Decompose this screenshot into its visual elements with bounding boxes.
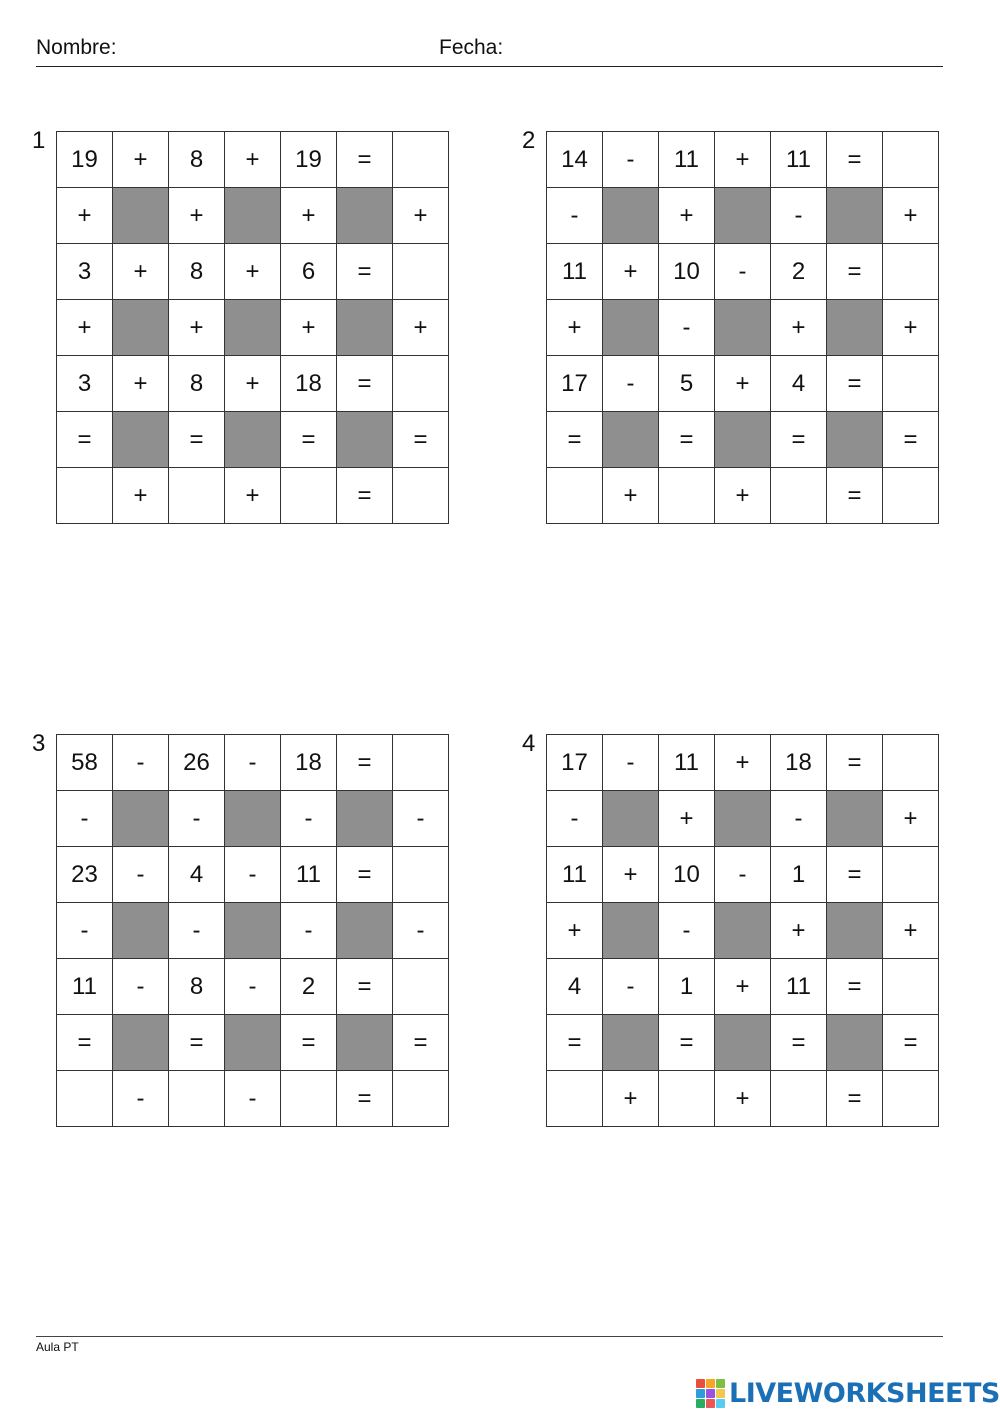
number-cell: 1 bbox=[659, 959, 715, 1015]
operator-cell: + bbox=[883, 903, 939, 959]
shaded-cell bbox=[603, 300, 659, 356]
operator-cell: + bbox=[603, 244, 659, 300]
operator-cell: = bbox=[827, 847, 883, 903]
operator-cell: + bbox=[603, 847, 659, 903]
operator-cell: + bbox=[113, 468, 169, 524]
puzzle-2 bbox=[522, 127, 939, 524]
operator-cell: = bbox=[281, 1015, 337, 1071]
operator-cell: + bbox=[659, 188, 715, 244]
number-cell: 14 bbox=[547, 132, 603, 188]
answer-cell[interactable] bbox=[169, 1071, 225, 1127]
shaded-cell bbox=[827, 412, 883, 468]
grid-row bbox=[57, 244, 449, 300]
liveworksheets-brand[interactable] bbox=[696, 1377, 1000, 1409]
answer-cell[interactable] bbox=[393, 959, 449, 1015]
operator-cell: + bbox=[715, 132, 771, 188]
number-cell: 26 bbox=[169, 735, 225, 791]
shaded-cell bbox=[113, 188, 169, 244]
operator-cell: - bbox=[113, 847, 169, 903]
liveworksheets-logo-icon bbox=[696, 1379, 725, 1408]
operator-cell: = bbox=[883, 412, 939, 468]
answer-cell[interactable] bbox=[883, 959, 939, 1015]
operator-cell: + bbox=[715, 959, 771, 1015]
shaded-cell bbox=[225, 412, 281, 468]
operator-cell: = bbox=[393, 412, 449, 468]
operator-cell: = bbox=[337, 847, 393, 903]
operator-cell: - bbox=[603, 735, 659, 791]
operator-cell: - bbox=[225, 735, 281, 791]
operator-cell: - bbox=[715, 244, 771, 300]
grid-row bbox=[57, 356, 449, 412]
grid-row bbox=[547, 356, 939, 412]
grid-row bbox=[57, 1015, 449, 1071]
operator-cell: = bbox=[827, 132, 883, 188]
answer-cell[interactable] bbox=[281, 1071, 337, 1127]
operator-cell: + bbox=[169, 188, 225, 244]
number-cell: 17 bbox=[547, 356, 603, 412]
logo-tile bbox=[716, 1389, 725, 1398]
operator-cell: + bbox=[113, 244, 169, 300]
operator-cell: + bbox=[225, 244, 281, 300]
answer-cell[interactable] bbox=[393, 356, 449, 412]
operator-cell: + bbox=[225, 132, 281, 188]
grid-row bbox=[547, 847, 939, 903]
number-cell: 19 bbox=[57, 132, 113, 188]
shaded-cell bbox=[827, 791, 883, 847]
shaded-cell bbox=[827, 903, 883, 959]
operator-cell: - bbox=[113, 959, 169, 1015]
puzzle-grid bbox=[56, 131, 449, 524]
answer-cell[interactable] bbox=[659, 468, 715, 524]
operator-cell: + bbox=[169, 300, 225, 356]
answer-cell[interactable] bbox=[883, 244, 939, 300]
logo-tile bbox=[706, 1379, 715, 1388]
shaded-cell bbox=[715, 791, 771, 847]
operator-cell: = bbox=[771, 412, 827, 468]
grid-row bbox=[547, 959, 939, 1015]
answer-cell[interactable] bbox=[883, 735, 939, 791]
number-cell: 10 bbox=[659, 244, 715, 300]
operator-cell: = bbox=[337, 959, 393, 1015]
answer-cell[interactable] bbox=[393, 847, 449, 903]
operator-cell: - bbox=[603, 356, 659, 412]
date-label: Fecha: bbox=[439, 36, 504, 59]
grid-row bbox=[547, 132, 939, 188]
operator-cell: = bbox=[337, 356, 393, 412]
answer-cell[interactable] bbox=[393, 244, 449, 300]
operator-cell: = bbox=[169, 412, 225, 468]
operator-cell: + bbox=[225, 468, 281, 524]
answer-cell[interactable] bbox=[883, 847, 939, 903]
number-cell: 11 bbox=[547, 244, 603, 300]
shaded-cell bbox=[715, 1015, 771, 1071]
operator-cell: = bbox=[337, 1071, 393, 1127]
number-cell: 6 bbox=[281, 244, 337, 300]
shaded-cell bbox=[113, 791, 169, 847]
puzzle-1 bbox=[32, 127, 449, 524]
operator-cell: - bbox=[169, 903, 225, 959]
number-cell: 18 bbox=[281, 356, 337, 412]
shaded-cell bbox=[337, 300, 393, 356]
operator-cell: - bbox=[659, 300, 715, 356]
number-cell: 3 bbox=[57, 244, 113, 300]
grid-row bbox=[547, 903, 939, 959]
shaded-cell bbox=[337, 791, 393, 847]
brand-text: LIVEWORKSHEETS bbox=[729, 1377, 1000, 1409]
operator-cell: = bbox=[659, 1015, 715, 1071]
operator-cell: + bbox=[603, 468, 659, 524]
puzzle-number: 3 bbox=[32, 730, 46, 757]
shaded-cell bbox=[603, 1015, 659, 1071]
answer-cell[interactable] bbox=[169, 468, 225, 524]
answer-cell[interactable] bbox=[659, 1071, 715, 1127]
operator-cell: - bbox=[603, 132, 659, 188]
answer-cell[interactable] bbox=[883, 132, 939, 188]
answer-cell[interactable] bbox=[393, 1071, 449, 1127]
shaded-cell bbox=[715, 300, 771, 356]
number-cell: 23 bbox=[57, 847, 113, 903]
shaded-cell bbox=[113, 903, 169, 959]
grid-row bbox=[547, 244, 939, 300]
operator-cell: + bbox=[715, 356, 771, 412]
operator-cell: - bbox=[771, 791, 827, 847]
operator-cell: - bbox=[225, 1071, 281, 1127]
number-cell: 11 bbox=[771, 132, 827, 188]
answer-cell[interactable] bbox=[393, 132, 449, 188]
answer-cell[interactable] bbox=[57, 1071, 113, 1127]
answer-cell[interactable] bbox=[547, 1071, 603, 1127]
operator-cell: = bbox=[659, 412, 715, 468]
logo-tile bbox=[706, 1389, 715, 1398]
logo-tile bbox=[716, 1379, 725, 1388]
operator-cell: + bbox=[393, 300, 449, 356]
operator-cell: + bbox=[393, 188, 449, 244]
shaded-cell bbox=[715, 412, 771, 468]
operator-cell: - bbox=[225, 847, 281, 903]
number-cell: 17 bbox=[547, 735, 603, 791]
operator-cell: = bbox=[827, 356, 883, 412]
puzzle-grid bbox=[56, 734, 449, 1127]
shaded-cell bbox=[603, 412, 659, 468]
shaded-cell bbox=[827, 1015, 883, 1071]
shaded-cell bbox=[225, 1015, 281, 1071]
number-cell: 4 bbox=[771, 356, 827, 412]
operator-cell: = bbox=[771, 1015, 827, 1071]
operator-cell: = bbox=[827, 735, 883, 791]
operator-cell: = bbox=[57, 1015, 113, 1071]
number-cell: 4 bbox=[169, 847, 225, 903]
header-rule bbox=[36, 66, 943, 67]
number-cell: 5 bbox=[659, 356, 715, 412]
grid-row bbox=[547, 468, 939, 524]
number-cell: 4 bbox=[547, 959, 603, 1015]
operator-cell: - bbox=[57, 903, 113, 959]
logo-tile bbox=[696, 1379, 705, 1388]
operator-cell: + bbox=[715, 468, 771, 524]
answer-cell[interactable] bbox=[771, 468, 827, 524]
logo-tile bbox=[716, 1399, 725, 1408]
grid-row bbox=[57, 468, 449, 524]
number-cell: 8 bbox=[169, 244, 225, 300]
number-cell: 1 bbox=[771, 847, 827, 903]
operator-cell: = bbox=[169, 1015, 225, 1071]
number-cell: 8 bbox=[169, 132, 225, 188]
operator-cell: = bbox=[281, 412, 337, 468]
operator-cell: + bbox=[883, 791, 939, 847]
operator-cell: = bbox=[827, 959, 883, 1015]
grid-row bbox=[57, 188, 449, 244]
answer-cell[interactable] bbox=[771, 1071, 827, 1127]
operator-cell: - bbox=[547, 791, 603, 847]
operator-cell: - bbox=[57, 791, 113, 847]
grid-row bbox=[57, 412, 449, 468]
answer-cell[interactable] bbox=[393, 468, 449, 524]
footer-rule bbox=[36, 1336, 943, 1337]
operator-cell: + bbox=[547, 300, 603, 356]
operator-cell: - bbox=[281, 903, 337, 959]
shaded-cell bbox=[337, 1015, 393, 1071]
operator-cell: = bbox=[883, 1015, 939, 1071]
puzzle-3 bbox=[32, 730, 449, 1127]
operator-cell: + bbox=[547, 903, 603, 959]
shaded-cell bbox=[715, 903, 771, 959]
shaded-cell bbox=[827, 188, 883, 244]
grid-row bbox=[57, 959, 449, 1015]
grid-row bbox=[547, 412, 939, 468]
operator-cell: + bbox=[715, 735, 771, 791]
answer-cell[interactable] bbox=[57, 468, 113, 524]
operator-cell: = bbox=[337, 468, 393, 524]
operator-cell: = bbox=[547, 1015, 603, 1071]
grid-row bbox=[547, 300, 939, 356]
answer-cell[interactable] bbox=[883, 468, 939, 524]
operator-cell: + bbox=[883, 188, 939, 244]
number-cell: 3 bbox=[57, 356, 113, 412]
grid-row bbox=[57, 132, 449, 188]
operator-cell: - bbox=[659, 903, 715, 959]
answer-cell[interactable] bbox=[883, 356, 939, 412]
shaded-cell bbox=[113, 300, 169, 356]
grid-row bbox=[57, 791, 449, 847]
puzzle-grid bbox=[546, 734, 939, 1127]
operator-cell: + bbox=[883, 300, 939, 356]
logo-tile bbox=[696, 1399, 705, 1408]
number-cell: 11 bbox=[771, 959, 827, 1015]
shaded-cell bbox=[113, 412, 169, 468]
operator-cell: + bbox=[57, 188, 113, 244]
operator-cell: - bbox=[169, 791, 225, 847]
operator-cell: + bbox=[771, 300, 827, 356]
logo-tile bbox=[696, 1389, 705, 1398]
number-cell: 19 bbox=[281, 132, 337, 188]
number-cell: 11 bbox=[659, 132, 715, 188]
number-cell: 8 bbox=[169, 356, 225, 412]
operator-cell: + bbox=[281, 300, 337, 356]
number-cell: 10 bbox=[659, 847, 715, 903]
operator-cell: + bbox=[113, 356, 169, 412]
operator-cell: = bbox=[337, 244, 393, 300]
shaded-cell bbox=[603, 791, 659, 847]
operator-cell: + bbox=[113, 132, 169, 188]
number-cell: 18 bbox=[281, 735, 337, 791]
shaded-cell bbox=[337, 903, 393, 959]
shaded-cell bbox=[337, 188, 393, 244]
operator-cell: = bbox=[827, 1071, 883, 1127]
answer-cell[interactable] bbox=[281, 468, 337, 524]
logo-tile bbox=[706, 1399, 715, 1408]
shaded-cell bbox=[337, 412, 393, 468]
answer-cell[interactable] bbox=[883, 1071, 939, 1127]
operator-cell: = bbox=[827, 244, 883, 300]
grid-row bbox=[57, 300, 449, 356]
shaded-cell bbox=[225, 188, 281, 244]
number-cell: 2 bbox=[771, 244, 827, 300]
operator-cell: - bbox=[603, 959, 659, 1015]
operator-cell: - bbox=[393, 791, 449, 847]
answer-cell[interactable] bbox=[547, 468, 603, 524]
grid-row bbox=[547, 791, 939, 847]
operator-cell: = bbox=[547, 412, 603, 468]
operator-cell: - bbox=[393, 903, 449, 959]
number-cell: 11 bbox=[547, 847, 603, 903]
shaded-cell bbox=[603, 903, 659, 959]
name-label: Nombre: bbox=[36, 36, 117, 59]
operator-cell: - bbox=[281, 791, 337, 847]
number-cell: 8 bbox=[169, 959, 225, 1015]
number-cell: 11 bbox=[659, 735, 715, 791]
grid-row bbox=[547, 735, 939, 791]
operator-cell: - bbox=[113, 1071, 169, 1127]
footer-credit: Aula PT bbox=[36, 1340, 79, 1354]
puzzle-grid bbox=[546, 131, 939, 524]
operator-cell: + bbox=[57, 300, 113, 356]
shaded-cell bbox=[603, 188, 659, 244]
grid-row bbox=[547, 1015, 939, 1071]
operator-cell: - bbox=[225, 959, 281, 1015]
operator-cell: - bbox=[771, 188, 827, 244]
puzzle-number: 4 bbox=[522, 730, 536, 757]
number-cell: 11 bbox=[281, 847, 337, 903]
operator-cell: = bbox=[827, 468, 883, 524]
operator-cell: + bbox=[659, 791, 715, 847]
operator-cell: + bbox=[771, 903, 827, 959]
operator-cell: - bbox=[113, 735, 169, 791]
shaded-cell bbox=[827, 300, 883, 356]
shaded-cell bbox=[113, 1015, 169, 1071]
number-cell: 2 bbox=[281, 959, 337, 1015]
puzzle-number: 2 bbox=[522, 127, 536, 154]
operator-cell: = bbox=[393, 1015, 449, 1071]
operator-cell: = bbox=[57, 412, 113, 468]
grid-row bbox=[57, 735, 449, 791]
grid-row bbox=[57, 903, 449, 959]
number-cell: 18 bbox=[771, 735, 827, 791]
number-cell: 58 bbox=[57, 735, 113, 791]
operator-cell: + bbox=[715, 1071, 771, 1127]
operator-cell: - bbox=[715, 847, 771, 903]
operator-cell: + bbox=[281, 188, 337, 244]
grid-row bbox=[547, 1071, 939, 1127]
shaded-cell bbox=[225, 300, 281, 356]
shaded-cell bbox=[225, 903, 281, 959]
operator-cell: = bbox=[337, 132, 393, 188]
shaded-cell bbox=[225, 791, 281, 847]
number-cell: 11 bbox=[57, 959, 113, 1015]
operator-cell: = bbox=[337, 735, 393, 791]
puzzle-number: 1 bbox=[32, 127, 46, 154]
grid-row bbox=[57, 1071, 449, 1127]
grid-row bbox=[57, 847, 449, 903]
shaded-cell bbox=[715, 188, 771, 244]
operator-cell: + bbox=[225, 356, 281, 412]
puzzle-4 bbox=[522, 730, 939, 1127]
grid-row bbox=[547, 188, 939, 244]
operator-cell: - bbox=[547, 188, 603, 244]
operator-cell: + bbox=[603, 1071, 659, 1127]
answer-cell[interactable] bbox=[393, 735, 449, 791]
